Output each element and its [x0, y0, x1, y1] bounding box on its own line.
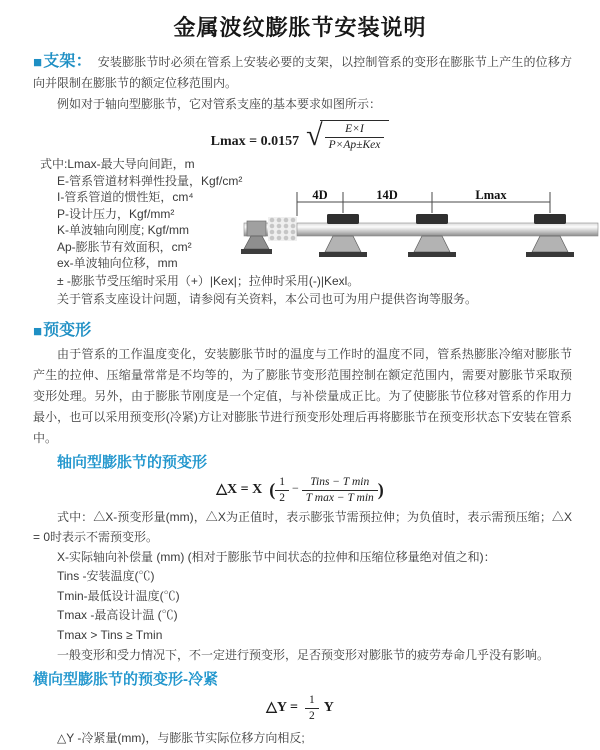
- half-numerator: 1: [305, 694, 319, 709]
- right-paren: ): [377, 478, 384, 499]
- half-fraction: [275, 476, 289, 505]
- consulting-note: 关于管系支座设计问题，请参阅有关资料，本公司也可为用户提供咨询等服务。: [57, 292, 478, 306]
- axial-formula: [0, 476, 600, 505]
- axial-definitions: [0, 548, 600, 646]
- lateral-subsection-heading: 横向型膨胀节的预变形-冷紧: [33, 671, 218, 688]
- dim-label-lmax: Lmax: [475, 188, 507, 202]
- section-marker-square: ■: [33, 54, 43, 71]
- section-marker-square: ■: [33, 322, 43, 340]
- support-example-text: 例如对于轴向型膨胀节，它对管系支座的基本要求如图所示：: [57, 97, 382, 111]
- lmax-formula-lhs: Lmax = 0.0157: [210, 134, 300, 149]
- lateral-note: △Y -冷紧量(mm)，与膨胀节实际位移方向相反;: [57, 731, 305, 745]
- sqrt-sign: √: [306, 119, 323, 152]
- support-intro-paragraph: [33, 51, 572, 94]
- lmax-fraction: [325, 123, 385, 152]
- lateral-formula-rhs: Y: [323, 700, 334, 716]
- lmax-formula: [0, 120, 600, 152]
- definition-line: Tmax > Tins ≥ Tmin: [57, 627, 163, 642]
- pipe-support-diagram: [240, 186, 600, 281]
- definition-line: ex-单波轴向位移，mm: [57, 256, 178, 270]
- temperature-fraction-denominator: T max − T min: [305, 491, 374, 504]
- lateral-formula: [0, 694, 600, 723]
- dimension-lines: [297, 192, 550, 216]
- predeform-heading-text: 预变形: [43, 321, 92, 339]
- definition-line: 式中:Lmax-最大导向间距，m: [40, 157, 195, 171]
- pipe: [297, 223, 598, 236]
- predeform-paragraph: 由于管系的工作温度变化，安装膨胀节时的温度与工作时的温度不同，管系热膨胀冷缩对膨胀节产生的拉伸、压缩量常常是不均等的，为了膨胀节变形范围控制在额定范围内，需要对膨胀节采取预变形处理。另外，由于膨胀节刚度是一个定值，与补偿量成正比。为了使膨胀节位移对管系的作用力最小，也可以采用预变形(冷紧)方让对膨胀节进行预变形处理后再将膨胀节在预变形状态下安装在管系中。: [33, 346, 572, 445]
- left-paren: (: [269, 478, 276, 499]
- lmax-fraction-denominator: P×Ap±Kex: [328, 139, 381, 151]
- half-denominator: 2: [279, 491, 285, 504]
- page-title: 金属波纹膨胀节安装说明: [173, 15, 427, 40]
- support-section-heading: 支架：: [43, 53, 92, 70]
- half-fraction: [305, 694, 319, 723]
- axial-formula-explanation: 式中：△X-预变形量(mm)，△X为正值时，表示膨张节需预拉伸；为负值时，表示需预压缩；△X = 0时表示不需预变形。: [33, 509, 572, 544]
- sign-convention-note: ± -膨胀节受压缩时采用（+）|Kex|；拉伸时采用(-)|Kexl。: [57, 273, 360, 288]
- definition-line: E-管系管道材料弹性投量，Kgf/cm²: [57, 173, 243, 188]
- lateral-formula-lhs: △Y =: [266, 700, 298, 716]
- temperature-fraction-numerator: Tins − T min: [302, 476, 378, 491]
- definition-line: K-单波轴向刚度; Kgf/mm: [57, 223, 190, 237]
- minus-sign: −: [291, 480, 299, 495]
- predeform-section-heading: [33, 321, 572, 342]
- bellows-icon: [268, 217, 297, 241]
- dim-label-14d: 14D: [376, 188, 398, 202]
- definition-line: I-管系管道的惯性矩，cm⁴: [57, 190, 194, 204]
- definition-line: Tmin-最低设计温度(℃): [57, 588, 180, 603]
- definition-line: Tmax -最高设计温 (℃): [57, 608, 178, 622]
- document-page: [0, 13, 600, 750]
- axial-formula-lhs: △X = X: [216, 481, 263, 497]
- definition-line: P-设计压力，Kgf/mm²: [57, 206, 175, 221]
- formula-definitions-section: [0, 156, 600, 309]
- definition-line: Ap-膨胀节有效面积，cm²: [57, 239, 192, 254]
- half-denominator: 2: [308, 710, 315, 722]
- sqrt-radical: [306, 120, 389, 152]
- definition-line: Tins -安装温度(℃): [57, 569, 155, 583]
- dim-label-4d: 4D: [312, 188, 328, 202]
- lmax-fraction-numerator: E×I: [325, 123, 385, 138]
- half-numerator: 1: [275, 476, 289, 491]
- axial-subsection-heading: 轴向型膨胀节的预变形: [57, 453, 208, 471]
- support-intro-text: 安装膨胀节时必须在管系上安装必要的支架，以控制管系的变形在膨胀节上产生的位移方向并限制在膨胀节的额定位移范围内。: [33, 55, 572, 90]
- axial-general-note: 一般变形和受力情况下，不一定进行预变形，足否预变形对膨胀节的疲劳寿命几乎没有影响。: [57, 648, 550, 662]
- temperature-fraction: [302, 476, 378, 505]
- definition-line: X-实际轴向补偿量 (mm) (相对于膨胀节中间状态的拉伸和压缩位移量绝对值之和)：: [57, 549, 496, 564]
